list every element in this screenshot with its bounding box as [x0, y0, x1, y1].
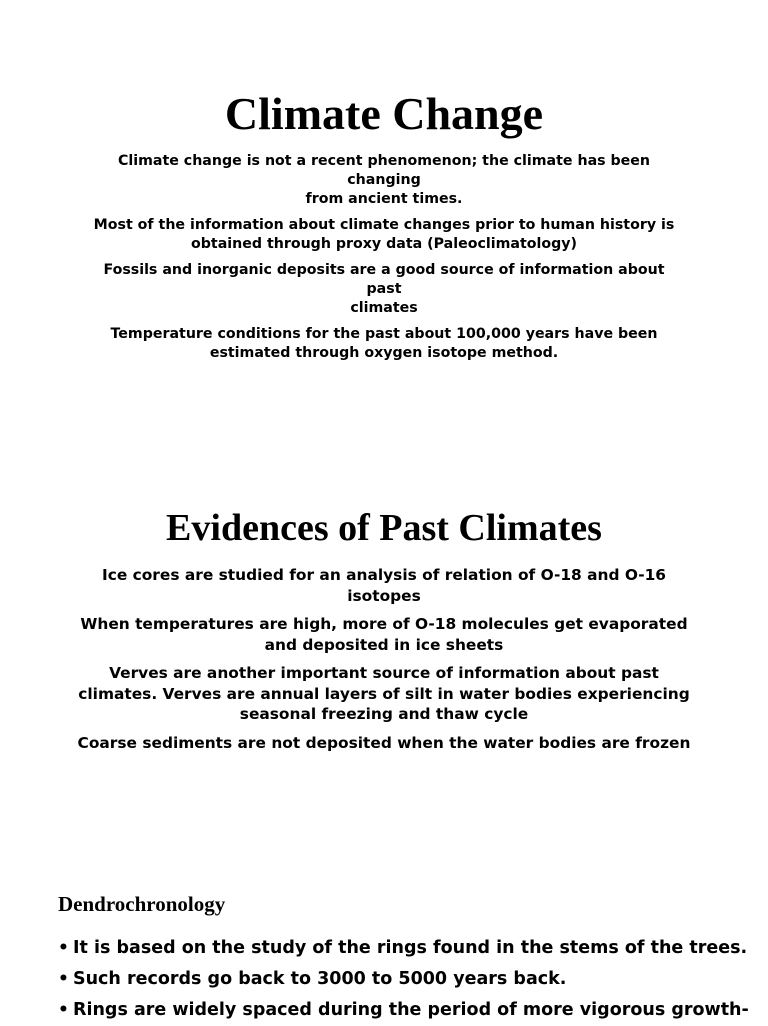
slide-dendrochronology — [0, 886, 768, 1026]
list-item-text: It is based on the study of the rings found in the stems of the trees. — [73, 938, 748, 958]
list-item — [58, 933, 768, 964]
list-item-text: Rings are widely spaced during the period of more vigorous growth- — [73, 1000, 749, 1020]
bullet-list — [58, 933, 768, 1026]
list-item — [58, 995, 768, 1026]
slide-climate-change — [0, 84, 768, 370]
paragraph: When temperatures are high, more of O-18 molecules get evaporated and deposited in ice sheets — [80, 615, 688, 654]
bullet-icon: • — [58, 1000, 69, 1020]
list-item — [58, 964, 768, 995]
bullet-icon: • — [58, 938, 69, 958]
paragraph: Fossils and inorganic deposits are a good source of information about past climates — [103, 262, 665, 316]
bullet-icon: • — [58, 969, 69, 989]
paragraph: Ice cores are studied for an analysis of relation of O-18 and O-16 isotopes — [101, 566, 667, 605]
paragraph: Coarse sediments are not deposited when the water bodies are frozen — [77, 733, 691, 752]
slide-evidences-of-past-climates — [0, 500, 768, 761]
paragraph: Climate change is not a recent phenomenon; the climate has been changing from ancient times. — [117, 153, 651, 207]
paragraph: Verves are another important source of information about past climates. Verves are annual layers of silt in water bodies experiencing seasonal freezing and thaw cycle — [78, 664, 690, 723]
slide-title: Climate Change — [224, 88, 544, 139]
paragraph: Temperature conditions for the past about 100,000 years have been estimated through oxygen isotope method. — [110, 326, 658, 361]
paragraph: Most of the information about climate changes prior to human history is obtained through proxy data (Paleoclimatology) — [93, 217, 675, 252]
slide-title: Dendrochronology — [58, 892, 226, 916]
slide-title: Evidences of Past Climates — [166, 507, 602, 549]
list-item-text: Such records go back to 3000 to 5000 years back. — [73, 969, 567, 989]
